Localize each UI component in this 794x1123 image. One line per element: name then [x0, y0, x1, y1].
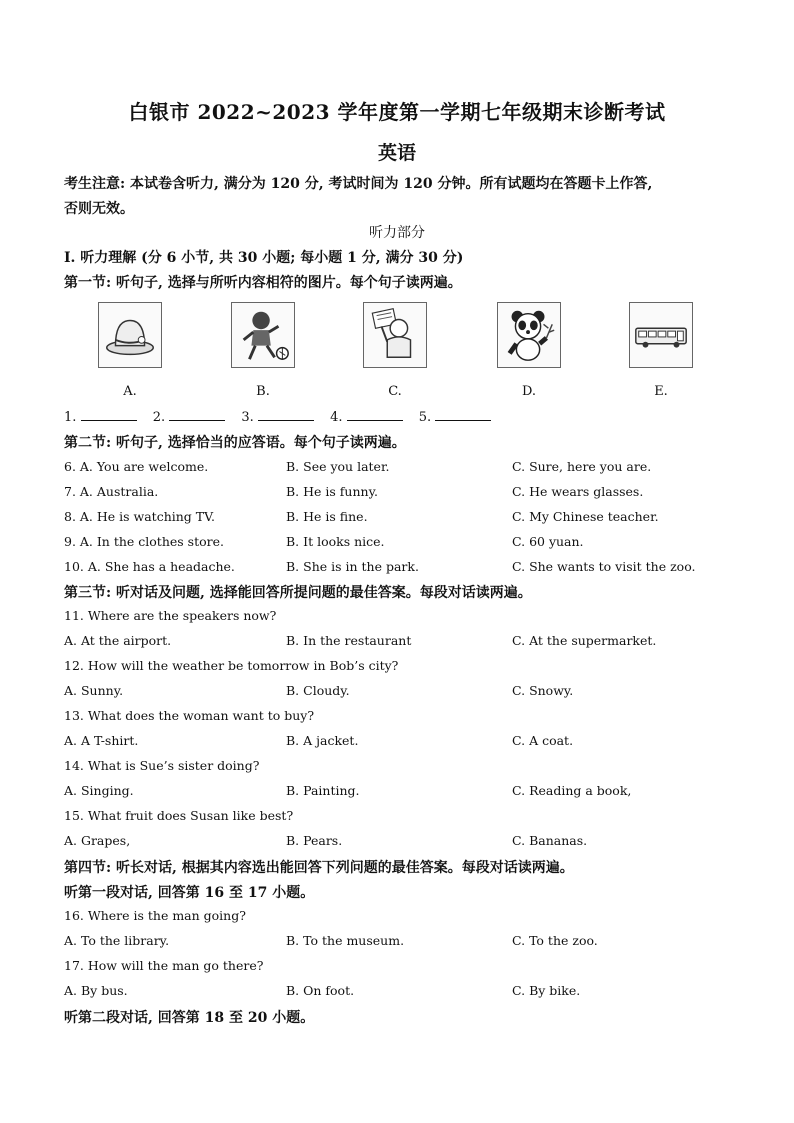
notice-line-1: 考生注意: 本试卷含听力, 满分为 120 分, 考试时间为 120 分钟。所有试题均在答题卡上作答,: [64, 176, 653, 192]
section-4-heading: 第四节: 听长对话, 根据其内容选出能回答下列问题的最佳答案。每段对话读两遍。: [64, 860, 574, 876]
option-a: A. Singing.: [64, 783, 134, 798]
option-b: B. Cloudy.: [286, 683, 350, 698]
option-c: C. Sure, here you are.: [512, 459, 652, 474]
option-b: B. She is in the park.: [286, 559, 419, 574]
option-a: 8. A. He is watching TV.: [64, 509, 215, 524]
option-a: A. By bus.: [64, 983, 128, 998]
question-row: [64, 833, 744, 851]
question-text: 14. What is Sue’s sister doing?: [64, 758, 260, 773]
option-b: B. Pears.: [286, 833, 343, 848]
section-3-heading: 第三节: 听对话及问题, 选择能回答所提问题的最佳答案。每段对话读两遍。: [64, 585, 532, 601]
answer-blank-3[interactable]: 3.: [241, 408, 314, 425]
section-1-heading: 第一节: 听句子, 选择与所听内容相符的图片。每个句子读两遍。: [64, 275, 462, 291]
option-b: B. A jacket.: [286, 733, 359, 748]
option-a: A. To the library.: [64, 933, 170, 948]
option-c: C. Snowy.: [512, 683, 574, 698]
option-b: B. See you later.: [286, 459, 390, 474]
option-c: C. At the supermarket.: [512, 633, 657, 648]
picture-label-e: E.: [654, 384, 668, 399]
question-row: [64, 933, 744, 951]
notice-line-2: 否则无效。: [64, 201, 134, 217]
answer-blank-2[interactable]: 2.: [153, 408, 226, 425]
dialogue-2-instruction: 听第二段对话, 回答第 18 至 20 小题。: [64, 1010, 315, 1026]
question-row: [64, 733, 744, 751]
option-c: C. To the zoo.: [512, 933, 598, 948]
section-heading-I: I. 听力理解 (分 6 小节, 共 30 小题; 每小题 1 分, 满分 30 分): [64, 250, 464, 266]
question-text: 17. How will the man go there?: [64, 958, 264, 973]
option-a: A. Sunny.: [64, 683, 124, 698]
reading-person-icon: [363, 302, 427, 368]
option-b: B. It looks nice.: [286, 534, 385, 549]
panda-icon: [497, 302, 561, 368]
picture-label-d: D.: [521, 384, 537, 399]
answer-blank-5[interactable]: 5.: [419, 408, 492, 425]
option-a: A. Grapes,: [64, 833, 131, 848]
option-b: B. Painting.: [286, 783, 360, 798]
question-text: 11. Where are the speakers now?: [64, 608, 277, 623]
question-row: [64, 783, 744, 801]
question-row: [64, 509, 744, 527]
section-2-heading: 第二节: 听句子, 选择恰当的应答语。每个句子读两遍。: [64, 435, 406, 451]
answer-blank-4[interactable]: 4.: [330, 408, 403, 425]
option-b: B. To the museum.: [286, 933, 405, 948]
question-text: 16. Where is the man going?: [64, 908, 246, 923]
option-c: C. He wears glasses.: [512, 484, 644, 499]
option-a: 7. A. Australia.: [64, 484, 159, 499]
option-c: C. My Chinese teacher.: [512, 509, 659, 524]
option-a: A. A T-shirt.: [64, 733, 139, 748]
option-a: A. At the airport.: [64, 633, 172, 648]
question-row: [64, 484, 744, 502]
question-row: [64, 633, 744, 651]
part-title: 听力部分: [369, 225, 425, 241]
question-row: [64, 559, 744, 577]
option-c: C. A coat.: [512, 733, 574, 748]
option-a: 6. A. You are welcome.: [64, 459, 209, 474]
bus-icon: [629, 302, 693, 368]
option-b: B. In the restaurant: [286, 633, 412, 648]
question-row: [64, 534, 744, 552]
option-c: C. She wants to visit the zoo.: [512, 559, 696, 574]
hat-icon: [98, 302, 162, 368]
question-text: 15. What fruit does Susan like best?: [64, 808, 294, 823]
option-c: C. Bananas.: [512, 833, 588, 848]
exam-title: 白银市 2022~2023 学年度第一学期七年级期末诊断考试: [128, 100, 666, 124]
option-a: 10. A. She has a headache.: [64, 559, 235, 574]
option-b: B. On foot.: [286, 983, 355, 998]
answer-blanks: [64, 408, 503, 425]
soccer-player-icon: [231, 302, 295, 368]
picture-options: [64, 302, 744, 402]
dialogue-1-instruction: 听第一段对话, 回答第 16 至 17 小题。: [64, 885, 315, 901]
question-text: 12. How will the weather be tomorrow in Bob’s city?: [64, 658, 399, 673]
option-c: C. Reading a book,: [512, 783, 632, 798]
option-c: C. 60 yuan.: [512, 534, 584, 549]
option-c: C. By bike.: [512, 983, 581, 998]
option-b: B. He is funny.: [286, 484, 378, 499]
option-a: 9. A. In the clothes store.: [64, 534, 224, 549]
question-row: [64, 459, 744, 477]
question-row: [64, 683, 744, 701]
picture-label-c: C.: [388, 384, 402, 399]
answer-blank-1[interactable]: 1.: [64, 408, 137, 425]
question-row: [64, 983, 744, 1001]
question-text: 13. What does the woman want to buy?: [64, 708, 315, 723]
exam-notice: [64, 172, 734, 222]
option-b: B. He is fine.: [286, 509, 368, 524]
picture-label-b: B.: [256, 384, 270, 399]
picture-label-a: A.: [123, 384, 137, 399]
subject-title: 英语: [377, 142, 416, 164]
